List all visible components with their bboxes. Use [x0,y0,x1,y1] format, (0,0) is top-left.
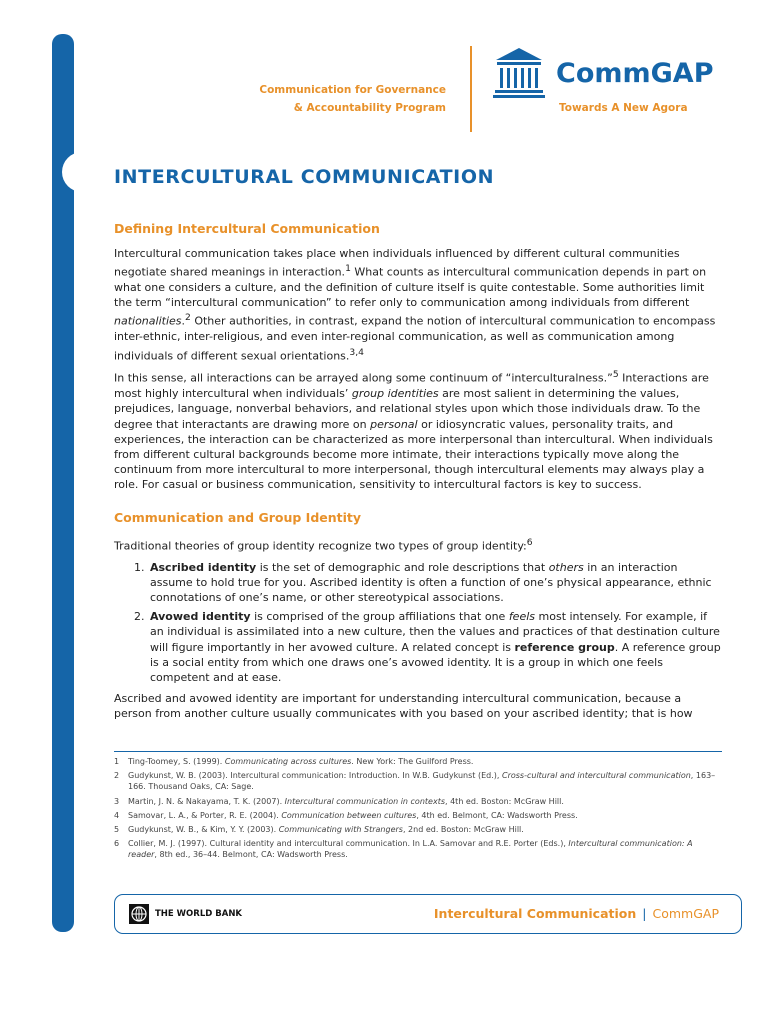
footnote-ref: 2 [185,312,191,324]
program-name-line1: Communication for Governance [259,84,446,96]
footnote-item: 2 Gudykunst, W. B. (2003). Intercultural communication: Introduction. In W.B. Gudykunst (Ed.), Cross-cultural and intercultural communication, 163–166. Thousand Oaks, CA: Sage. [114,771,716,792]
commgap-logo-name: CommGAP [556,58,714,89]
footnote-item: 4 Samovar, L. A., & Porter, R. E. (2004). Communication between cultures, 4th ed. Belmont, CA: Wadsworth Press. [114,810,578,820]
footer-right [434,906,719,921]
side-bar-notch [62,152,102,192]
commgap-tagline: Towards A New Agora [559,102,688,114]
document-title: INTERCULTURAL COMMUNICATION [114,166,495,188]
footnote-item: 5 Gudykunst, W. B., & Kim, Y. Y. (2003). Communicating with Strangers, 2nd ed. Boston: McGraw Hill. [114,825,524,835]
header-divider [470,46,472,132]
footnotes-list [114,756,722,864]
footer-title: Intercultural Communication [433,906,637,921]
footnote-ref: 6 [526,536,533,548]
paragraph-intro: Traditional theories of group identity recognize two types of group identity:$^6$ [114,536,533,553]
paragraph-2: In this sense, all interactions can be arrayed along some continuum of “interculturalness.”$^5$ Interactions are most highly intercultural when individuals’ group identities are most salient in determining the values, prejudices, language, nonverbal behaviors, and relational styles upon which those individuals draw. To the degree that interactants are drawing more on personal or idiosyncratic values, personality traits, and experiences, the interaction can be characterized as more interpersonal than intercultural. When individuals from different cultural backgrounds become more intimate, their interactions typically move along the continuum from more intercultural to more interpersonal, though intercultural elements may always play a role. For casual or business communication, sensitivity to intercultural factors is key to success. [114,369,713,492]
footnote-ref: 1 [345,263,351,275]
footnote-ref: 3,4 [349,346,364,358]
globe-icon [129,904,149,924]
main-content [114,220,722,726]
world-bank-logo [129,904,242,924]
section-heading-group-identity: Communication and Group Identity [114,509,362,525]
footnote-item: 6 Collier, M. J. (1997). Cultural identity and intercultural communication. In L.A. Samovar and R.E. Porter (Eds.), Intercultural communication: A reader, 8th ed., 36–44. Belmont, CA: Wadsworth Press. [114,839,693,860]
footnote-rule [114,751,722,752]
footnote-ref: 5 [612,369,619,381]
footer-brand: CommGAP [652,906,719,921]
footnote-item: 1 Ting-Toomey, S. (1999). Communicating across cultures. New York: The Guilford Press. [114,757,474,766]
paragraph-1: Intercultural communication takes place when individuals influenced by different cultural communities negotiate shared meanings in interaction.$^1$ What counts as intercultural communication depends in part on what one considers a culture, and the definition of culture itself is quite contestable. Some authorities limit the term “intercultural communication” to refer only to communication among individuals from different nationalities.$^2$ Other authorities, in contrast, expand the notion of intercultural communication to encompass inter-ethnic, inter-religious, and even inter-regional communication, as well as communication among individuals of different sexual orientations.$^{3,4}$ [114,247,716,363]
identity-types-list [148,560,722,686]
program-name-line2: & Accountability Program [293,102,446,114]
list-item-ascribed: 1. Ascribed identity is the set of demographic and role descriptions that others in an interaction assume to hold true for you. Ascribed identity is often a function of one’s physical appearance, ethnic connotations of one’s name, or other stereotypical associations. [148,560,722,606]
page-footer [114,894,742,934]
footnote-item: 3 Martin, J. N. & Nakayama, T. K. (2007). Intercultural communication in contexts, 4th ed. Boston: McGraw Hill. [114,796,564,806]
classical-building-icon [492,46,546,100]
list-item-avowed: 2. Avowed identity is comprised of the group affiliations that one feels most intensely. For example, if an individual is assimilated into a new culture, then the values and practices of that destination culture will figure importantly in her avowed culture. A related concept is reference group. A reference group is a social entity from which one draws one’s avowed identity. It is a group in which one feels competent and at ease. [148,609,722,685]
world-bank-name: THE WORLD BANK [155,909,243,919]
footer-separator: | [642,906,647,921]
section-heading-defining: Defining Intercultural Communication [114,221,380,236]
paragraph-after-list: Ascribed and avowed identity are important for understanding intercultural communication, because a person from another culture usually communicates with you based on your ascribed identity; that is how [114,692,693,721]
